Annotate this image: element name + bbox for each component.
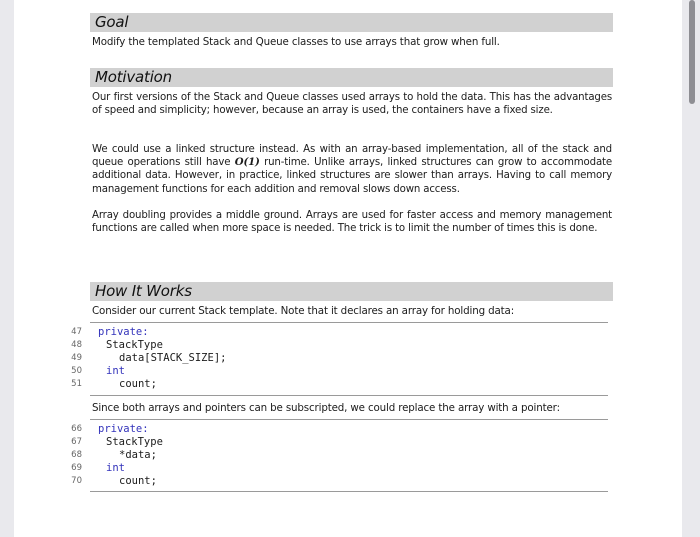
scrollbar-thumb[interactable]: [689, 0, 695, 104]
motivation-paragraph-3: Array doubling provides a middle ground. Arrays are used for faster access and memory management functions are called when more space is needed. The trick is to limit the number of times this is done.: [92, 210, 612, 235]
line-number: 68: [71, 450, 82, 460]
code-line: [62, 423, 622, 436]
motivation-paragraph-2: [92, 143, 612, 196]
code-line: [62, 475, 622, 488]
code-text: *data;: [119, 449, 157, 461]
line-number: 48: [71, 340, 82, 350]
how-it-works-intro: Consider our current Stack template. Note that it declares an array for holding data:: [92, 305, 515, 317]
listing-1-top-rule: [90, 322, 608, 323]
listing-2-bottom-rule: [90, 491, 608, 492]
code-line: [62, 449, 622, 462]
paragraph-2-lead: We could use a linked structure instead. As with an array-based implementation, all of the stack and queue operations still have: [92, 144, 612, 169]
line-number: 47: [71, 327, 82, 337]
line-number: 67: [71, 437, 82, 447]
vertical-scrollbar[interactable]: [686, 0, 698, 537]
line-number: 66: [71, 424, 82, 434]
listing-2-top-rule: [90, 419, 608, 420]
motivation-heading: Motivation: [90, 68, 613, 87]
code-line: [62, 378, 622, 391]
line-number: 69: [71, 463, 82, 473]
big-o-notation: O(1): [234, 156, 260, 169]
code-line: [62, 352, 622, 365]
how-it-works-heading: How It Works: [90, 282, 613, 301]
goal-text: Modify the templated Stack and Queue classes to use arrays that grow when full.: [92, 36, 500, 48]
goal-heading: Goal: [90, 13, 613, 32]
code-text: StackType: [106, 339, 163, 351]
code-line: [62, 365, 622, 378]
line-number: 51: [71, 379, 82, 389]
code-text: StackType: [106, 436, 163, 448]
code-line: [62, 436, 622, 449]
line-number: 49: [71, 353, 82, 363]
code-text: count;: [119, 475, 157, 487]
code-line: [62, 339, 622, 352]
code-line: [62, 326, 622, 339]
code-text: private:: [98, 326, 149, 338]
code-text: data[STACK_SIZE];: [119, 352, 227, 364]
listing-1-bottom-rule: [90, 395, 608, 396]
code-listing-2: [62, 423, 622, 488]
motivation-paragraph-1: Our first versions of the Stack and Queue classes used arrays to hold the data. This has the advantages of speed and simplicity; however, because an array is used, the containers have a fixed size.: [92, 92, 612, 117]
code-text: count;: [119, 378, 157, 390]
code-text: int: [106, 462, 125, 474]
paragraph-2-rest: run-time. Unlike arrays, linked structures can grow to accommodate additional data. However, in practice, linked structures are slower than arrays. Having to call memory management functions for each addition and removal slows down access.: [92, 157, 612, 195]
code-listing-1: [62, 326, 622, 391]
code-text: private:: [98, 423, 149, 435]
line-number: 50: [71, 366, 82, 376]
code-line: [62, 462, 622, 475]
code-text: int: [106, 365, 125, 377]
pointer-explanation: Since both arrays and pointers can be subscripted, we could replace the array with a pointer:: [92, 402, 560, 414]
line-number: 70: [71, 476, 82, 486]
